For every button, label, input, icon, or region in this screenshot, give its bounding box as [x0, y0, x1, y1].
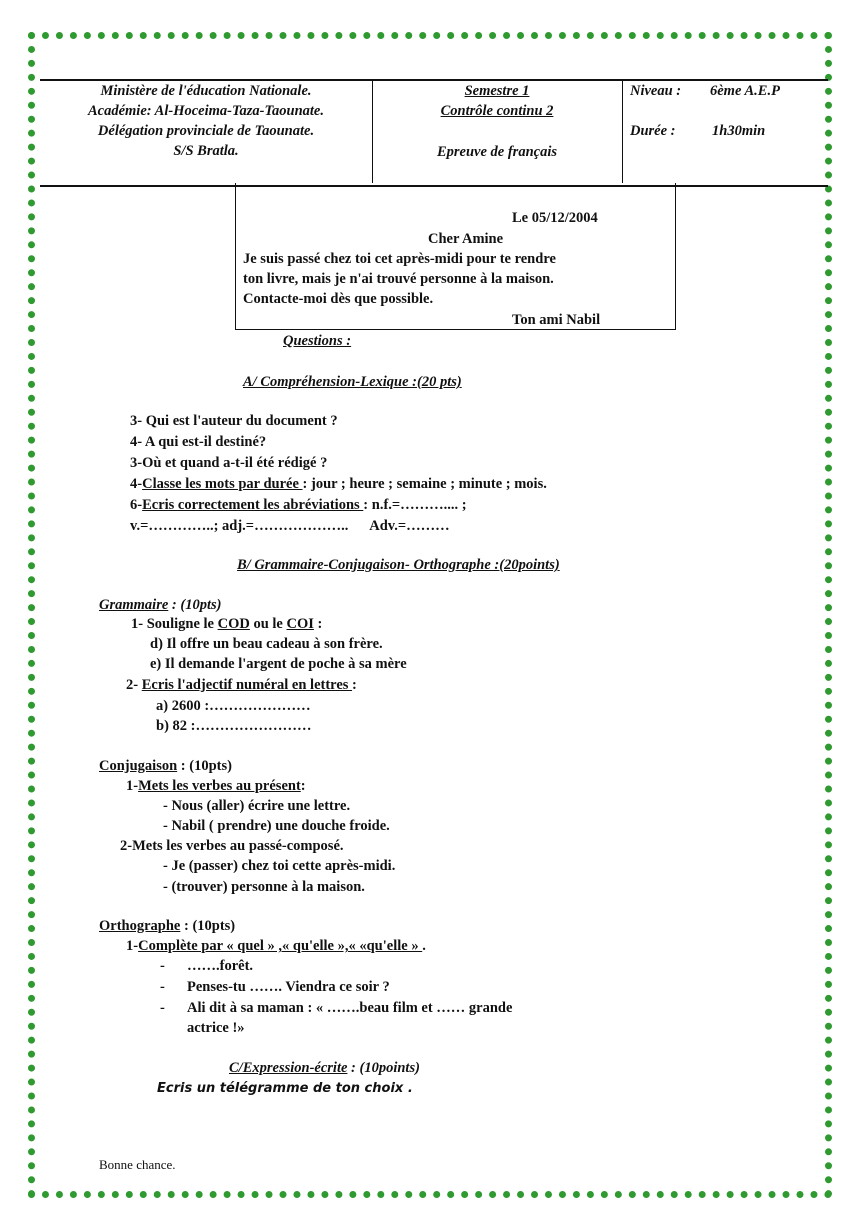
sentence: Penses-tu ……. Viendra ce soir ?: [187, 979, 390, 995]
question: 3- Qui est l'auteur du document ?: [130, 413, 338, 429]
grammar-heading: [99, 597, 221, 614]
question: 3-Où et quand a-t-il été rédigé ?: [130, 455, 328, 471]
q-num: 1-: [126, 778, 139, 794]
spelling-heading: [99, 918, 235, 935]
blank-item: a) 2600 :…………………: [156, 698, 311, 714]
sentence: d) Il offre un beau cadeau à son frère.: [150, 636, 383, 652]
coi: COI: [286, 616, 314, 632]
q-text: : n.f.=……….... ;: [363, 497, 467, 513]
letter-greeting: Cher Amine: [428, 231, 504, 247]
blank-item: b) 82 :……………………: [156, 718, 312, 734]
section-c-points: : (10points): [347, 1060, 420, 1076]
duration-label: Durée :: [630, 123, 676, 139]
q-instruction: Complète par « quel » ,« qu'elle »,« «qu'elle »: [138, 938, 423, 954]
spelling-points: : (10pts): [180, 918, 236, 934]
conjugation-heading: [99, 758, 232, 775]
letter-line: Je suis passé chez toi cet après-midi pour te rendre: [243, 251, 556, 267]
school: S/S Bratla.: [173, 143, 239, 159]
delegation: Délégation provinciale de Taounate.: [97, 123, 315, 139]
ministry: Ministère de l'éducation Nationale.: [100, 83, 312, 99]
conjugation-points: : (10pts): [177, 758, 232, 774]
footer-good-luck: Bonne chance.: [99, 1157, 176, 1172]
spelling-title: Orthographe: [99, 918, 181, 934]
question: [126, 677, 357, 694]
q-text: :: [313, 616, 323, 632]
q-num: 6-: [130, 497, 143, 513]
semester: Semestre 1: [464, 83, 530, 99]
question: [130, 476, 547, 493]
q-instruction: Ecris l'adjectif numéral en lettres: [141, 677, 353, 693]
q-text: : jour ; heure ; semaine ; minute ; mois.: [302, 476, 547, 492]
sentence: …….forêt.: [187, 958, 254, 974]
q-instruction: Classe les mots par durée: [142, 476, 303, 492]
q-text: ou le: [249, 616, 287, 632]
header-divider: [622, 79, 623, 183]
sentence: - Je (passer) chez toi cette après-midi.: [163, 858, 396, 874]
grammar-points: : (10pts): [168, 597, 222, 613]
section-c-title: C/Expression-écrite: [229, 1060, 348, 1076]
letter-date: Le 05/12/2004: [512, 210, 598, 226]
sentence: actrice !»: [187, 1020, 245, 1036]
subject: Epreuve de français: [436, 144, 557, 160]
letter-line: Contacte-moi dès que possible.: [243, 291, 434, 307]
question: 2-Mets les verbes au passé-composé.: [120, 838, 344, 854]
q-instruction: Mets les verbes au présent: [138, 778, 301, 794]
conjugation-title: Conjugaison: [99, 758, 178, 774]
duration-value: 1h30min: [712, 123, 766, 139]
letter-line: ton livre, mais je n'ai trouvé personne à la maison.: [243, 271, 554, 287]
q-text: .: [422, 938, 426, 954]
q-num: 1-: [126, 938, 139, 954]
test-name: Contrôle continu 2: [440, 103, 554, 119]
sentence: Ali dit à sa maman : « …….beau film et …… grande: [187, 1000, 513, 1016]
cod: COD: [217, 616, 250, 632]
q-text: 1- Souligne le: [131, 616, 218, 632]
bullet: -: [160, 958, 165, 974]
question: [130, 497, 467, 514]
letter-signature: Ton ami Nabil: [512, 312, 601, 328]
q-text: :: [300, 778, 306, 794]
question: 4- A qui est-il destiné?: [130, 434, 267, 450]
q-text: :: [352, 677, 357, 693]
sentence: - (trouver) personne à la maison.: [163, 879, 365, 895]
section-c-heading: [229, 1060, 420, 1077]
section-a-title: A/ Compréhension-Lexique :(20 pts): [243, 374, 462, 390]
section-b-title: B/ Grammaire-Conjugaison- Orthographe :(20points): [237, 557, 560, 573]
academy: Académie: Al-Hoceima-Taza-Taounate.: [87, 103, 324, 119]
sentence: - Nous (aller) écrire une lettre.: [163, 798, 351, 814]
question: [126, 778, 306, 795]
q-num: 4-: [130, 476, 143, 492]
q-num: 2-: [126, 677, 142, 693]
grammar-title: Grammaire: [99, 597, 169, 613]
bullet: -: [160, 979, 165, 995]
level-label: Niveau :: [630, 83, 682, 99]
bullet: -: [160, 1000, 165, 1016]
sentence: - Nabil ( prendre) une douche froide.: [163, 818, 390, 834]
question: [126, 938, 426, 955]
question-continued: v.=…………..; adj.=……………….. Adv.=………: [130, 518, 450, 534]
question: [131, 616, 322, 633]
questions-title: Questions :: [283, 333, 352, 349]
q-instruction: Ecris correctement les abréviations: [142, 497, 364, 513]
level-value: 6ème A.E.P: [710, 83, 780, 99]
writing-task: Ecris un télégramme de ton choix .: [157, 1081, 413, 1096]
sentence: e) Il demande l'argent de poche à sa mère: [150, 656, 407, 672]
